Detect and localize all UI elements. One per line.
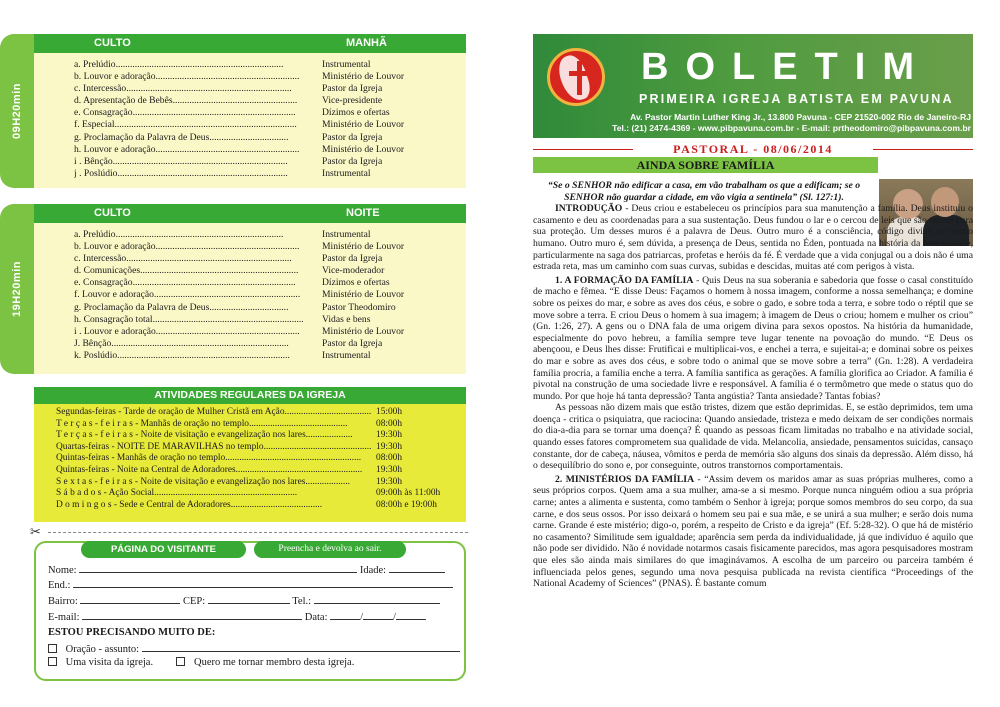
item-value: Pastor Theodomiro bbox=[322, 301, 396, 313]
item-label: h. Louvor e adoração............................................................ bbox=[74, 143, 300, 155]
epigraph-quote: “Se o SENHOR não edificar a casa, em vão trabalham os que a edificam; se o SENHOR não guardar a cidade, em vão vigia a sentinela” (Sl. 127:1). bbox=[547, 180, 861, 203]
name-field-row bbox=[48, 563, 445, 576]
item-label: h. Consagração total............................................................... bbox=[74, 313, 304, 325]
item-label: a. Prelúdio...................................................................... bbox=[74, 59, 284, 70]
list-item bbox=[56, 407, 466, 419]
bulletin-banner bbox=[533, 34, 973, 138]
list-item bbox=[56, 430, 466, 442]
item-value: Pastor da Igreja bbox=[322, 155, 383, 167]
pastoral-date: PASTORAL - 08/06/2014 bbox=[533, 142, 973, 157]
item-label: Segundas-feiras - Tarde de oração de Mulher Cristã em Ação..................................... bbox=[56, 407, 372, 417]
item-value: 08:00h e 19:00h bbox=[376, 499, 437, 510]
item-label: b. Louvor e adoração............................................................ bbox=[74, 71, 300, 83]
item-label: e. Consagração.................................................................... bbox=[74, 107, 296, 119]
list-item bbox=[74, 95, 466, 107]
evening-time-tab: 19H20min bbox=[0, 204, 34, 374]
morning-header bbox=[34, 34, 466, 53]
activities-title: ATIVIDADES REGULARES DA IGREJA bbox=[34, 387, 466, 404]
item-value: Ministério de Louvor bbox=[322, 241, 405, 253]
visit-row bbox=[48, 657, 354, 668]
item-value: Vidas e bens bbox=[322, 313, 371, 325]
item-label: f. Especial............................................................................ bbox=[74, 119, 297, 131]
list-item bbox=[74, 229, 466, 241]
list-item bbox=[56, 453, 466, 465]
visitor-subtitle: Preencha e devolva ao sair. bbox=[254, 541, 406, 558]
item-value: Ministério de Louvor bbox=[322, 71, 405, 83]
item-value: Vice-moderador bbox=[322, 265, 385, 277]
item-label: J. Bênção.......................................................................... bbox=[74, 337, 289, 349]
email-label: E-mail: bbox=[48, 612, 80, 623]
cep-label: CEP: bbox=[183, 596, 206, 607]
section-2-label: 2. MINISTÉRIOS DA FAMÍLIA bbox=[555, 473, 695, 485]
activities-panel bbox=[34, 387, 466, 522]
bulletin-title: BOLETIM bbox=[641, 46, 931, 88]
prayer-subject-input[interactable] bbox=[142, 642, 460, 652]
list-item bbox=[74, 119, 466, 131]
item-label: S á b a d o s - Ação Social............................................................. bbox=[56, 488, 298, 499]
bairro-label: Bairro: bbox=[48, 596, 78, 607]
email-input[interactable] bbox=[82, 610, 302, 620]
item-label: g. Proclamação da Palavra de Deus................................. bbox=[74, 131, 289, 143]
item-value: Instrumental bbox=[322, 349, 371, 361]
item-value: Pastor da Igreja bbox=[322, 83, 383, 95]
item-label: b. Louvor e adoração............................................................ bbox=[74, 241, 300, 253]
item-value: 19:30h bbox=[376, 441, 403, 452]
list-item bbox=[74, 338, 466, 350]
item-label: Quartas-feiras - NOITE DE MARAVILHAS no templo.............................................. bbox=[56, 441, 372, 452]
right-page bbox=[510, 0, 1000, 707]
evening-rows bbox=[34, 223, 466, 362]
prayer-checkbox[interactable] bbox=[48, 644, 57, 653]
item-value: Instrumental bbox=[322, 59, 371, 70]
morning-panel bbox=[34, 34, 466, 188]
address-label: End.: bbox=[48, 580, 71, 591]
item-label: g. Proclamação da Palavra de Deus................................. bbox=[74, 301, 289, 313]
article-body bbox=[533, 180, 973, 590]
item-value: 08:00h bbox=[376, 418, 403, 429]
item-label: j . Poslúdio....................................................................... bbox=[74, 167, 288, 179]
bairro-input[interactable] bbox=[80, 594, 180, 604]
item-value: 19:30h bbox=[376, 476, 403, 487]
item-label: i . Bênção......................................................................... bbox=[74, 155, 288, 167]
morning-schedule bbox=[0, 34, 466, 188]
church-logo-icon bbox=[547, 48, 605, 106]
list-item bbox=[74, 107, 466, 119]
list-item bbox=[56, 419, 466, 431]
list-item bbox=[74, 83, 466, 95]
visitor-title: PÁGINA DO VISITANTE bbox=[81, 541, 246, 558]
bairro-field-row bbox=[48, 594, 440, 607]
item-value: Dízimos e ofertas bbox=[322, 277, 390, 289]
prayer-row bbox=[48, 642, 460, 655]
activities-rows bbox=[34, 404, 466, 511]
list-item bbox=[56, 500, 466, 512]
visit-label: Uma visita da igreja. bbox=[65, 657, 154, 668]
visitor-form bbox=[34, 541, 466, 681]
list-item bbox=[56, 465, 466, 477]
intro-label: INTRODUÇÃO bbox=[555, 203, 623, 215]
section-1-label: 1. A FORMAÇÃO DA FAMÍLIA bbox=[555, 274, 694, 286]
scissors-icon: ✂ bbox=[30, 524, 41, 539]
evening-period-label: NOITE bbox=[346, 207, 380, 219]
list-item bbox=[74, 314, 466, 326]
date-month-input[interactable] bbox=[363, 610, 393, 620]
address-field-row bbox=[48, 578, 453, 591]
item-value: Pastor da Igreja bbox=[322, 253, 383, 265]
item-label: e. Consagração.................................................................... bbox=[74, 277, 296, 289]
member-label: Quero me tornar membro desta igreja. bbox=[193, 657, 355, 668]
item-value: 09:00h às 11:00h bbox=[376, 488, 441, 499]
list-item bbox=[56, 488, 466, 500]
church-address: Av. Pastor Martin Luther King Jr., 13.800 Pavuna - CEP 21520-002 Rio de Janeiro-RJ Tel.: (21) 2474-4369 - www.pibpavuna.com.br - E-mail: prtheodomiro@pibpavuna.com.br bbox=[612, 112, 971, 133]
item-value: 08:00h bbox=[376, 453, 403, 464]
item-value: Ministério de Louvor bbox=[322, 119, 405, 131]
item-label: T e r ç a s - f e i r a s - Noite de visitação e evangelização nos lares.................... bbox=[56, 430, 353, 441]
list-item bbox=[74, 253, 466, 265]
date-label: Data: bbox=[304, 612, 328, 623]
item-value: Ministério de Louvor bbox=[322, 325, 405, 337]
intro-paragraph: INTRODUÇÃO - Deus criou e estabeleceu os princípios para sua manutenção a família. Deus instituiu o casamento e deu as coordenadas para a sua sustentação. Deus fundou o lar e o cercou de leis que são muros para sua proteção. Um desses muros é a palavra de Deus. Outro muro é a consciência, código divino no corpo humano. Outro muro é, sem dúvida, a presença de Deus, sentida no Éden, pontuada na história da humanidade, particularmente na saga dos patriarcas, profetas e heróis da fé. É verdade que a vida conjugal ou a dois não é uma estrada reta, mas um caminho com suas curvas, subidas e descidas, muitas até com perigos à vista. bbox=[533, 203, 973, 273]
item-label: T e r ç a s - f e i r a s - Manhãs de oração no templo.......................................... bbox=[56, 418, 348, 429]
list-item bbox=[74, 71, 466, 83]
cut-line bbox=[48, 532, 468, 533]
date-day-input[interactable] bbox=[330, 610, 360, 620]
list-item bbox=[74, 326, 466, 338]
item-value: Ministério de Louvor bbox=[322, 143, 405, 155]
age-input[interactable] bbox=[389, 563, 445, 573]
item-value: Pastor da Igreja bbox=[322, 131, 383, 143]
item-label: d. Apresentação de Bebês.................................................... bbox=[74, 95, 298, 107]
morning-rows bbox=[34, 53, 466, 180]
depression-paragraph: As pessoas não dizem mais que estão tristes, dizem que estão deprimidas. E, se estão deprimidos, tem uma doença - critica o psiquiatra, que raciocina: Quando ansiedade, tristeza e medo deixam de ser condições normais do dia-a-dia para se tornar uma doença? É quando as pessoas ficam limitadas no trabalho e na atividade social, quando esses fatores comprometem sua qualidade de vida. Melancolia, ansiedade, pensamentos suicidas, cansaço constante, dor de cabeça, náusea, vômitos e perda de memória são alguns dos sinais da depressão. Além disso, há o desequilíbrio do sono e, por conseguinte, outros transtornos comportamentais. bbox=[533, 402, 973, 472]
list-item bbox=[74, 289, 466, 301]
list-item bbox=[74, 168, 466, 180]
item-label: i . Louvor e adoração............................................................ bbox=[74, 325, 300, 337]
morning-time-tab: 09H20min bbox=[0, 34, 34, 188]
list-item bbox=[74, 350, 466, 362]
address-input[interactable] bbox=[73, 578, 453, 588]
item-label: d. Comunicações.................................................................. bbox=[74, 265, 299, 277]
tel-input[interactable] bbox=[314, 594, 440, 604]
list-item bbox=[74, 302, 466, 314]
item-label: Quintas-feiras - Noite na Central de Adoradores...................................................... bbox=[56, 464, 363, 475]
church-name: PRIMEIRA IGREJA BATISTA EM PAVUNA bbox=[639, 92, 954, 106]
cep-input[interactable] bbox=[208, 594, 290, 604]
list-item bbox=[74, 132, 466, 144]
left-page bbox=[0, 0, 490, 707]
evening-schedule bbox=[0, 204, 466, 374]
evening-culto-label: CULTO bbox=[94, 207, 131, 219]
section-1-paragraph: 1. A FORMAÇÃO DA FAMÍLIA - Quis Deus na sua soberania e sabedoria que fosse o casal constituído de macho e fêmea. “E disse Deus: Façamos o homem à nossa imagem, conforme a nossa semelhança; e domine sobre os peixes do mar, e sobre as aves dos céus, e sobre o gado, e sobre toda a terra, e sobre todo o réptil que se move sobre a terra. E criou Deus o homem à sua imagem; à imagem de Deus o criou; homem e mulher os criou” (Gn. 1:26, 27). A gens ou o DNA fala de uma origem divina para sexos opostos. Na história da humanidade, especialmente do povo hebreu, a família sempre teve lugar tenente na povoação do mundo. “E Deus os abençoou, e Deus lhes disse: Frutificai e multiplicai-vos, e enchei a terra, e sujeitai-a; e dominai sobre os peixes do mar e sobre as aves dos céus, e sobre todo o animal que se move sobre a terra” (Gn. 1:28). A verdadeira família procria, a família enche a terra. A família santifica as gerações. A família glorifica ao Criador. A família é pivotal na construção de uma sociedade livre e responsável. A família é o termômetro que mede o status quo do mundo. Por que hoje há tanta depressão? Tanta angústia? Tanta ansiedade? Tantas fobias? bbox=[533, 274, 973, 402]
item-label: D o m i n g o s - Sede e Central de Adoradores....................................... bbox=[56, 499, 323, 510]
list-item bbox=[74, 265, 466, 277]
article-title: AINDA SOBRE FAMÍLIA bbox=[533, 157, 878, 173]
item-value: Pastor da Igreja bbox=[322, 337, 383, 349]
list-item bbox=[74, 59, 466, 71]
evening-panel bbox=[34, 204, 466, 374]
item-value: Instrumental bbox=[322, 167, 371, 179]
age-label: Idade: bbox=[359, 565, 387, 576]
item-label: Quintas-feiras - Manhãs de oração no templo.......................................................... bbox=[56, 453, 362, 464]
item-value: 15:00h bbox=[376, 407, 403, 417]
item-value: Dízimos e ofertas bbox=[322, 107, 390, 119]
member-checkbox[interactable] bbox=[176, 657, 185, 666]
prayer-label: Oração - assunto: bbox=[65, 644, 140, 655]
item-label: S e x t a s - f e i r a s - Noite de visitação e evangelização nos lares................... bbox=[56, 476, 350, 487]
item-label: f. Louvor e adoração............................................................. bbox=[74, 289, 301, 301]
item-value: 19:30h bbox=[376, 430, 403, 441]
item-value: 19:30h bbox=[376, 464, 403, 475]
item-label: c. Intercessão..................................................................... bbox=[74, 253, 292, 265]
list-item bbox=[74, 277, 466, 289]
morning-period-label: MANHÃ bbox=[346, 37, 387, 49]
evening-header bbox=[34, 204, 466, 223]
item-value: Vice-presidente bbox=[322, 95, 383, 107]
list-item bbox=[74, 144, 466, 156]
list-item bbox=[56, 442, 466, 454]
name-input[interactable] bbox=[79, 563, 357, 573]
item-label: k. Poslúdio........................................................................ bbox=[74, 349, 290, 361]
list-item bbox=[56, 477, 466, 489]
name-label: Nome: bbox=[48, 565, 77, 576]
morning-culto-label: CULTO bbox=[94, 37, 131, 49]
tel-label: Tel.: bbox=[292, 596, 312, 607]
date-year-input[interactable] bbox=[396, 610, 426, 620]
item-value: Ministério de Louvor bbox=[322, 289, 405, 301]
email-field-row: E-mail: Data: / / bbox=[48, 610, 426, 623]
list-item bbox=[74, 156, 466, 168]
section-2-paragraph: 2. MINISTÉRIOS DA FAMÍLIA - “Assim devem os maridos amar as suas próprias mulheres, como a seus próprios corpos. Quem ama a sua mulher, ama-se a si mesmo. Porque nunca ninguém odiou a sua própria carne; antes a alimenta e sustenta, como também o Senhor à igreja; porque somos membros do seu corpo, da sua carne, e dos seus ossos. Por isso deixará o homem seu pai e sua mãe, e se unirá a sua mulher; e serão dois numa carne. Grande é este mistério; digo-o, porém, a respeito de Cristo e da igreja” (Ef. 5:28-32). O que há de mistério no casamento? Similitude sem igualdade; aparência sem perda da individualidade, já que indivíduo é aquilo que não pode ser dividido. Não é novidade notarmos casais fisicamente parecidos, mas agora pesquisadores mostram que eles são ainda mais similares do que imaginávamos. A escolha de um parceiro ou parceira também é influenciada pelos genes, segundo uma nova pesquisa publicada na revista científica “Proceedings of the National Academy of Sciences” (PNAS). É bastante comum bbox=[533, 473, 973, 590]
need-title: ESTOU PRECISANDO MUITO DE: bbox=[48, 627, 216, 638]
visit-checkbox[interactable] bbox=[48, 657, 57, 666]
item-label: c. Intercessão..................................................................... bbox=[74, 83, 292, 95]
item-label: a. Prelúdio...................................................................... bbox=[74, 229, 284, 240]
item-value: Instrumental bbox=[322, 229, 371, 240]
list-item bbox=[74, 241, 466, 253]
